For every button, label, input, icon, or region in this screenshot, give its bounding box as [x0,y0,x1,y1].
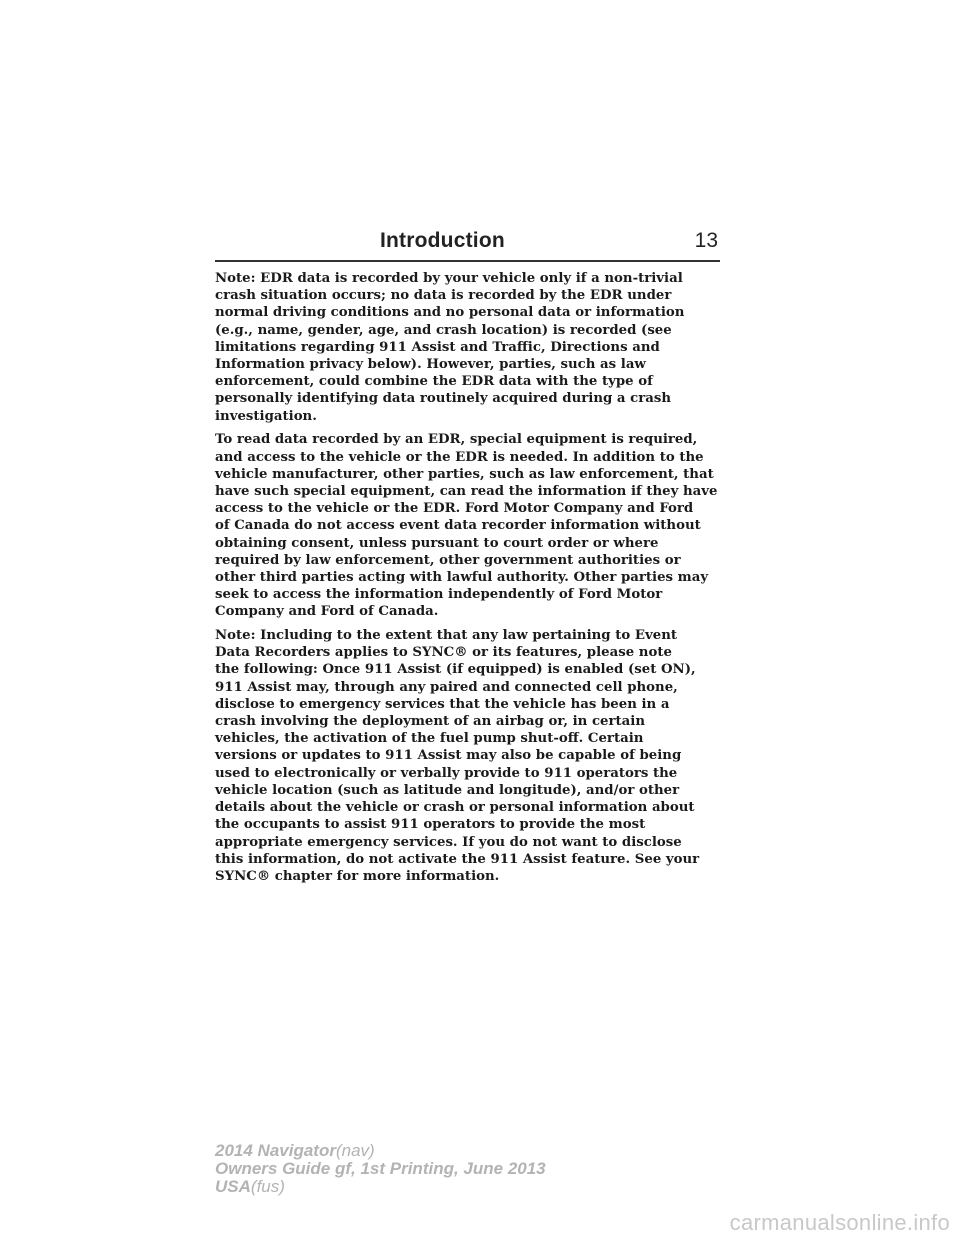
text-line: vehicles, the activation of the fuel pump shut-off. Certain [215,731,644,747]
text-line: enforcement, could combine the EDR data with the type of [215,374,653,390]
footer-market-code: (fus) [250,1177,285,1196]
text-line: required by law enforcement, other government authorities or [215,552,681,568]
footer-model: 2014 Navigator [215,1141,336,1160]
text-line: 911 Assist may, through any paired and connected cell phone, [215,679,678,695]
text-line: have such special equipment, can read the information if they have [215,483,718,499]
body-text [215,270,720,892]
text-line: seek to access the information independently of Ford Motor [215,587,663,603]
text-line: obtaining consent, unless pursuant to court order or where [215,535,659,551]
footer-printing-line: Owners Guide gf, 1st Printing, June 2013 [215,1159,546,1178]
footer-market: USA [215,1177,251,1196]
text-line: Company and Ford of Canada. [215,604,439,620]
text-line: of Canada do not access event data recorder information without [215,518,701,534]
footer-model-line [215,1142,546,1160]
text-line: crash situation occurs; no data is recorded by the EDR under [215,288,672,304]
page-number: 13 [694,229,718,252]
print-footer [215,1142,546,1196]
footer-market-line [215,1178,546,1196]
text-line: To read data recorded by an EDR, special equipment is required, [215,432,698,448]
text-line: other third parties acting with lawful authority. Other parties may [215,569,709,585]
text-line: this information, do not activate the 911 Assist feature. See your [215,851,700,867]
paragraph-sync-note [215,627,720,885]
text-line: investigation. [215,408,317,424]
page-header [215,228,720,262]
text-line: details about the vehicle or crash or personal information about [215,800,695,816]
text-line: the occupants to assist 911 operators to provide the most [215,817,646,833]
text-line: appropriate emergency services. If you do not want to disclose [215,834,682,850]
text-line: used to electronically or verbally provide to 911 operators the [215,765,678,781]
text-line: vehicle manufacturer, other parties, such as law enforcement, that [215,466,714,482]
footer-model-code: (nav) [335,1141,375,1160]
text-line: disclose to emergency services that the vehicle has been in a [215,696,670,712]
text-line: access to the vehicle or the EDR. Ford Motor Company and Ford [215,501,694,517]
text-line: personally identifying data routinely acquired during a crash [215,391,672,407]
text-line: SYNC® chapter for more information. [215,868,500,884]
text-line: vehicle location (such as latitude and longitude), and/or other [215,782,680,798]
section-title: Introduction [380,229,505,252]
text-line: crash involving the deployment of an airbag or, in certain [215,714,645,730]
text-line: and access to the vehicle or the EDR is needed. In addition to the [215,449,704,465]
paragraph-edr-note [215,270,720,425]
paragraph-edr-access [215,431,720,620]
text-line: Data Recorders applies to SYNC® or its features, please note [215,645,672,661]
text-line: Note: EDR data is recorded by your vehicle only if a non-trivial [215,271,683,286]
text-line: the following: Once 911 Assist (if equipped) is enabled (set ON), [215,662,696,678]
watermark: carmanualsonline.info [729,1210,950,1235]
text-line: limitations regarding 911 Assist and Traffic, Directions and [215,339,660,355]
text-line: (e.g., name, gender, age, and crash location) is recorded (see [215,322,672,338]
text-line: versions or updates to 911 Assist may also be capable of being [215,748,682,764]
text-line: normal driving conditions and no personal data or information [215,305,685,321]
text-line: Note: Including to the extent that any law pertaining to Event [215,628,678,644]
text-line: Information privacy below). However, parties, such as law [215,357,646,373]
